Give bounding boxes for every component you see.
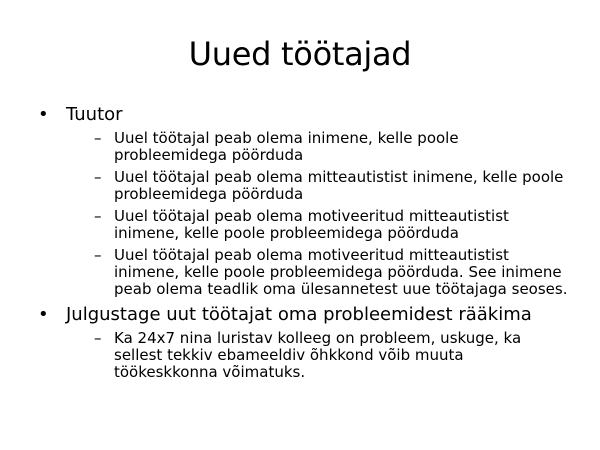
sub-bullet-item — [94, 169, 568, 203]
bullet-text: Julgustage uut töötajat oma probleemidest rääkima — [66, 304, 532, 325]
bullet-icon: • — [38, 304, 49, 325]
dash-icon: – — [94, 329, 102, 347]
bullet-text: Tuutor — [66, 104, 123, 125]
sub-bullet-text: Uuel töötajal peab olema motiveeritud mitteautistist inimene, kelle poole probleemidega pöörduda — [114, 207, 509, 242]
sub-bullet-list — [66, 330, 568, 381]
bullet-list — [38, 104, 568, 386]
sub-bullet-item — [94, 247, 568, 298]
sub-bullet-list — [66, 130, 568, 298]
bullet-icon: • — [38, 104, 49, 125]
sub-bullet-item — [94, 208, 568, 242]
dash-icon: – — [94, 129, 102, 147]
sub-bullet-text: Uuel töötajal peab olema motiveeritud mitteautistist inimene, kelle poole probleemidega pöörduda. See inimene peab olema teadlik oma ülesannetest uue töötajaga seoses. — [114, 246, 568, 298]
sub-bullet-text: Uuel töötajal peab olema inimene, kelle poole probleemidega pöörduda — [114, 129, 459, 164]
sub-bullet-item — [94, 330, 568, 381]
slide-title: Uued töötajad — [188, 35, 412, 73]
sub-bullet-text: Uuel töötajal peab olema mitteautistist inimene, kelle poole probleemidega pöörduda — [114, 168, 564, 203]
bullet-item-julgustage — [38, 304, 568, 381]
bullet-item-tuutor — [38, 104, 568, 298]
sub-bullet-item — [94, 130, 568, 164]
dash-icon: – — [94, 207, 102, 225]
sub-bullet-text: Ka 24x7 nina luristav kolleeg on probleem, uskuge, ka sellest tekkiv ebameeldiv õhkkond võib muuta töökeskkonna võimatuks. — [114, 329, 522, 381]
dash-icon: – — [94, 168, 102, 186]
dash-icon: – — [94, 246, 102, 264]
